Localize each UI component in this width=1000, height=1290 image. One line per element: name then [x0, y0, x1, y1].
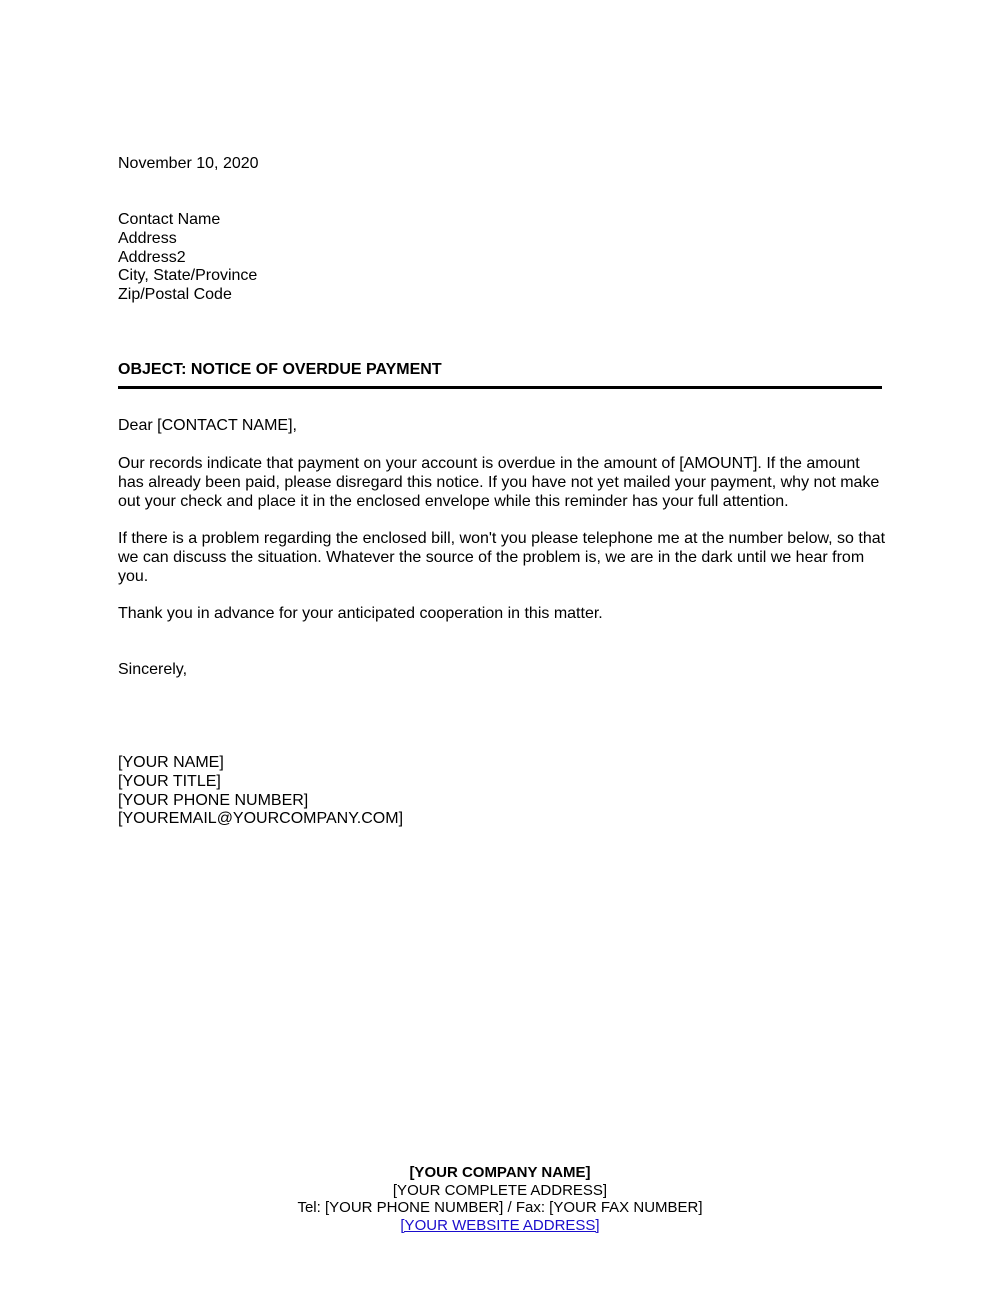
subject-divider	[118, 386, 882, 389]
letter-date: November 10, 2020	[118, 155, 259, 172]
body-paragraph-2: If there is a problem regarding the enclosed bill, won't you please telephone me at the number below, so that we can discuss the situation. Whatever the source of the problem is, we are in the dark until we hear from you.	[118, 530, 886, 585]
recipient-address	[118, 211, 257, 305]
body-paragraph-3: Thank you in advance for your anticipated cooperation in this matter.	[118, 605, 603, 622]
recipient-address-line1: Address	[118, 229, 177, 247]
subject-heading: OBJECT: NOTICE OF OVERDUE PAYMENT	[118, 361, 442, 378]
signature-block	[118, 754, 403, 829]
signature-phone: [YOUR PHONE NUMBER]	[118, 791, 309, 809]
footer-company-name: [YOUR COMPANY NAME]	[409, 1164, 591, 1181]
salutation: Dear [CONTACT NAME],	[118, 417, 297, 434]
signature-title: [YOUR TITLE]	[118, 772, 221, 790]
letter-footer	[0, 1164, 1000, 1234]
footer-contact: Tel: [YOUR PHONE NUMBER] / Fax: [YOUR FAX NUMBER]	[297, 1199, 703, 1216]
signature-name: [YOUR NAME]	[118, 754, 224, 771]
closing: Sincerely,	[118, 661, 188, 678]
signature-email: [YOUREMAIL@YOURCOMPANY.COM]	[118, 810, 404, 828]
body-paragraph-1: Our records indicate that payment on your account is overdue in the amount of [AMOUNT]. If the amount has already been paid, please disregard this notice. If you have not yet mailed your payment, why not make out your check and place it in the enclosed envelope while this reminder has your full attention.	[118, 455, 880, 510]
footer-address: [YOUR COMPLETE ADDRESS]	[392, 1181, 608, 1199]
recipient-name: Contact Name	[118, 211, 221, 228]
recipient-address-line2: Address2	[118, 248, 186, 266]
footer-website-link[interactable]: [YOUR WEBSITE ADDRESS]	[400, 1216, 600, 1234]
recipient-city-state: City, State/Province	[118, 267, 258, 285]
recipient-zip: Zip/Postal Code	[118, 286, 232, 304]
